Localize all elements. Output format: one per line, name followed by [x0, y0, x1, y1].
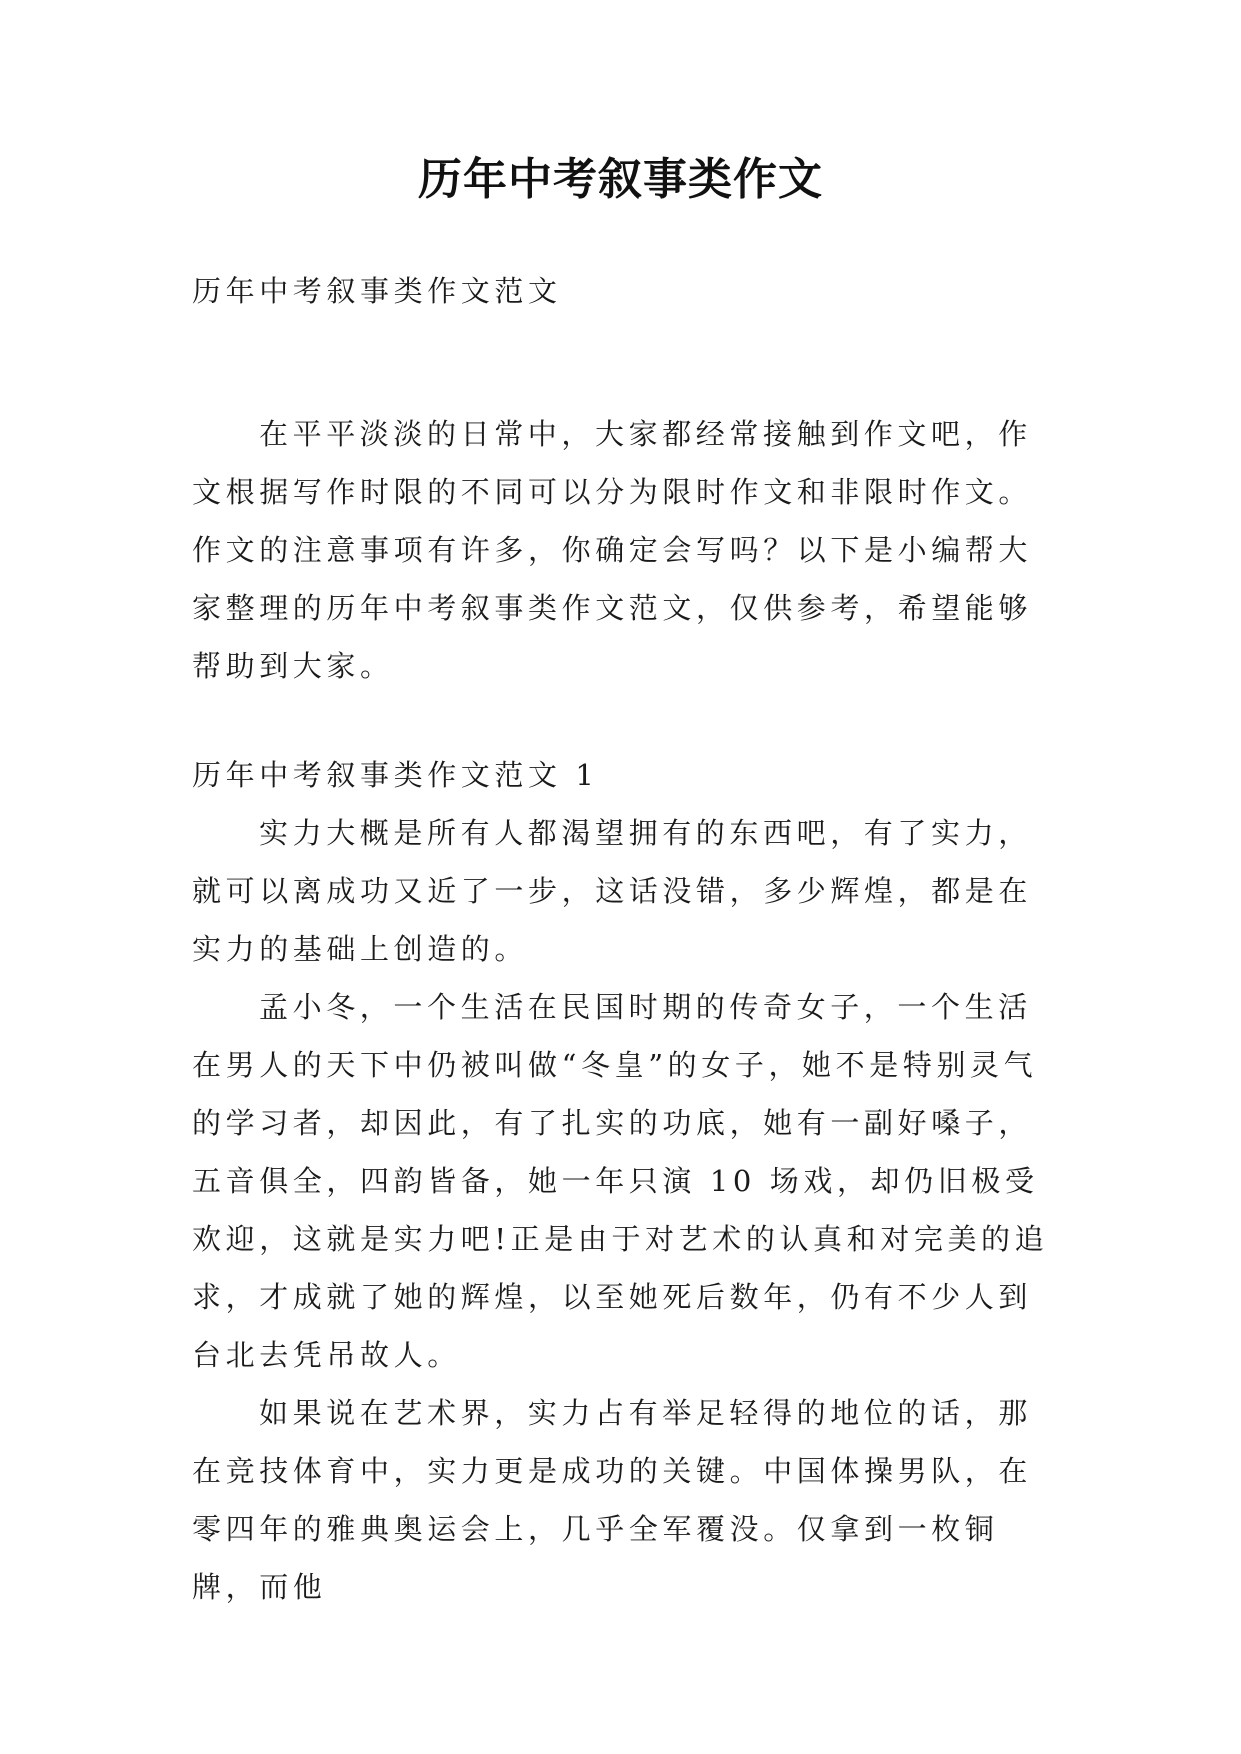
essay-paragraph: 如果说在艺术界，实力占有举足轻得的地位的话，那在竞技体育中，实力更是成功的关键。中国体操男队，在零四年的雅典奥运会上，几乎全军覆没。仅拿到一枚铜牌，而他 — [192, 1396, 1033, 1604]
document-title: 历年中考叙事类作文 — [418, 154, 823, 205]
essay-paragraph: 实力大概是所有人都渴望拥有的东西吧，有了实力，就可以离成功又近了一步，这话没错，多少辉煌，都是在实力的基础上创造的。 — [192, 816, 1033, 966]
essay-block — [192, 746, 1057, 1616]
intro-block — [192, 405, 1057, 695]
essay-heading: 历年中考叙事类作文范文 1 — [192, 758, 599, 792]
document-subtitle-block — [192, 262, 1057, 320]
intro-paragraph: 在平平淡淡的日常中，大家都经常接触到作文吧，作文根据写作时限的不同可以分为限时作文和非限时作文。作文的注意事项有许多，你确定会写吗？以下是小编帮大家整理的历年中考叙事类作文范文，仅供参考，希望能够帮助到大家。 — [192, 417, 1033, 683]
essay-paragraph: 孟小冬，一个生活在民国时期的传奇女子，一个生活在男人的天下中仍被叫做“冬皇”的女子，她不是特别灵气的学习者，却因此，有了扎实的功底，她有一副好嗓子，五音俱全，四韵皆备，她一年只演 10 场戏，却仍旧极受欢迎，这就是实力吧!正是由于对艺术的认真和对完美的追求，才成就了她的辉煌，以至她死后数年，仍有不少人到台北去凭吊故人。 — [192, 990, 1049, 1372]
document-subtitle: 历年中考叙事类作文范文 — [192, 274, 562, 308]
